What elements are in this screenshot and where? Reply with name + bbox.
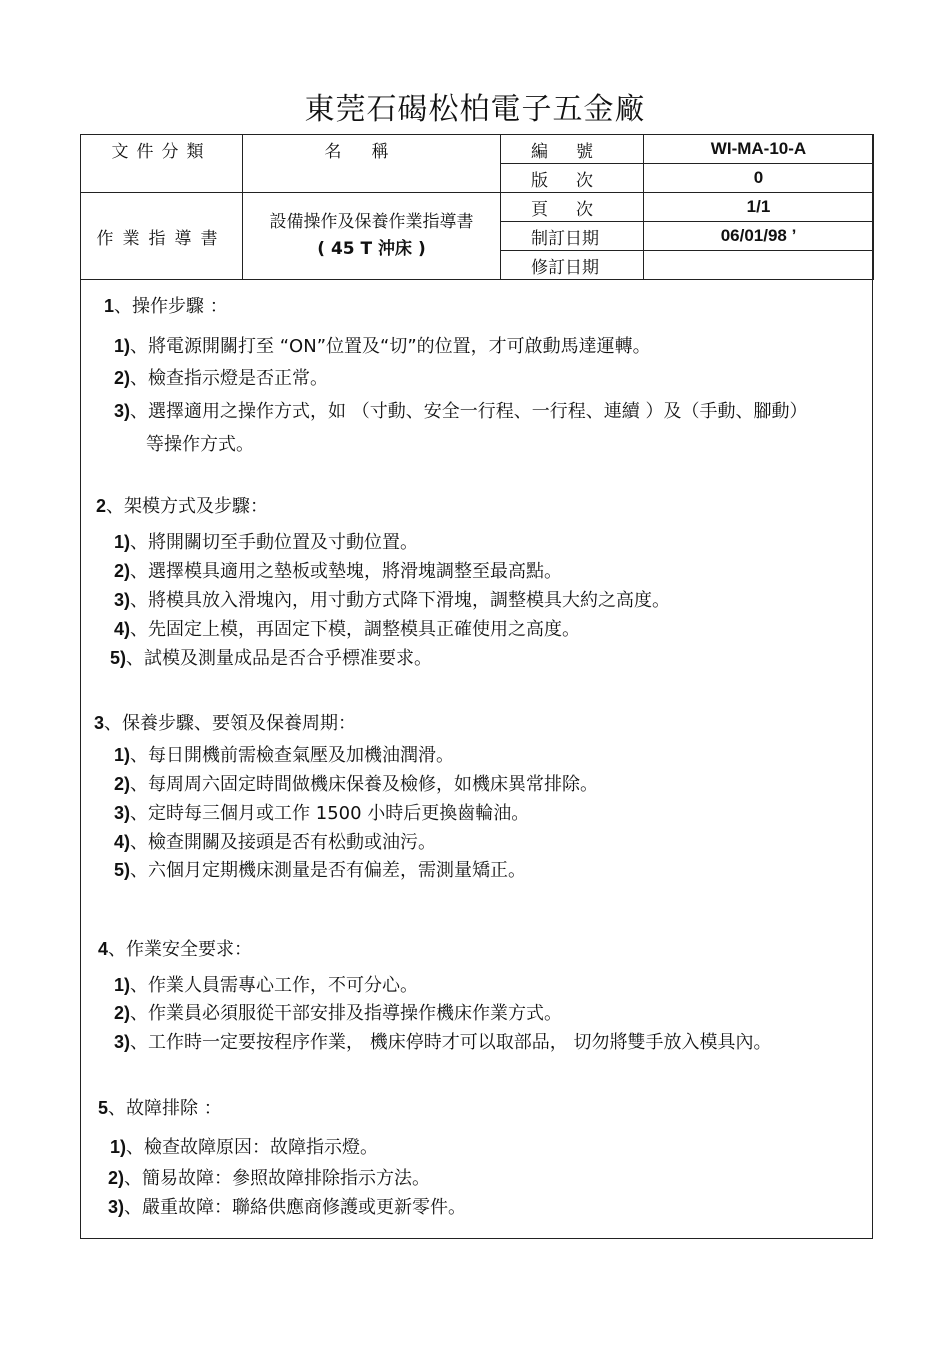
doc-category-value: 作業指導書	[81, 193, 243, 280]
list-item	[114, 397, 807, 423]
name-label: 名稱	[243, 135, 501, 193]
page-value: 1/1	[644, 193, 874, 222]
item-text: 、定時每三個月或工作 1500 小時后更換齒輪油。	[130, 803, 530, 824]
item-number: 3)	[114, 1032, 131, 1052]
item-number: 3)	[108, 1197, 125, 1217]
item-number: 5)	[114, 860, 131, 880]
item-number: 5)	[110, 648, 127, 668]
item-text: 、檢查指示燈是否正常。	[130, 368, 329, 389]
date-revised-label: 修訂日期	[501, 251, 644, 280]
section-number: 2	[96, 496, 107, 516]
section-3-heading	[94, 709, 356, 735]
section-number: 5	[98, 1098, 109, 1118]
list-item	[114, 999, 562, 1025]
date-made-label: 制訂日期	[501, 222, 644, 251]
list-item	[114, 828, 436, 854]
list-item	[114, 971, 418, 997]
page-label: 頁次	[501, 193, 644, 222]
item-text: 、每周周六固定時間做機床保養及檢修，如機床異常排除。	[130, 774, 599, 795]
company-title: 東莞石碣松柏電子五金廠	[304, 92, 646, 127]
date-made-value: 06/01/98 ’	[644, 222, 874, 251]
section-title: 、操作步驟 ：	[114, 296, 228, 317]
item-text: 、選擇適用之操作方式，如 （寸動、安全一行程、一行程、連續 ）及（手動、腳動）	[130, 401, 808, 422]
section-number: 3	[94, 713, 105, 733]
list-item	[114, 770, 598, 796]
list-item	[114, 557, 562, 583]
section-5-heading	[98, 1094, 222, 1120]
date-revised-value	[644, 251, 874, 280]
item-text: 、檢查開關及接頭是否有松動或油污。	[130, 832, 437, 853]
item-text: 、作業員必須服從干部安排及指導操作機床作業方式。	[130, 1003, 563, 1024]
item-number: 4)	[114, 619, 131, 639]
item-text: 、選擇模具適用之墊板或墊塊，將滑塊調整至最高點。	[130, 561, 563, 582]
item-number: 1)	[114, 532, 131, 552]
section-number: 1	[104, 296, 115, 316]
list-item	[114, 1028, 771, 1054]
section-title: 、保養步驟、要領及保養周期：	[104, 713, 357, 734]
item-number: 2)	[114, 368, 131, 388]
item-number: 1)	[114, 745, 131, 765]
section-title: 、架模方式及步驟：	[106, 496, 269, 517]
section-4-heading	[98, 935, 252, 961]
item-number: 3)	[114, 401, 131, 421]
list-item	[114, 586, 670, 612]
list-item	[114, 615, 580, 641]
list-item	[114, 799, 529, 825]
version-value: 0	[644, 164, 874, 193]
item-text: 、試模及測量成品是否合乎標准要求。	[126, 648, 433, 669]
item-text: 、將開關切至手動位置及寸動位置。	[130, 532, 419, 553]
item-text: 、作業人員需專心工作，不可分心。	[130, 975, 419, 996]
section-1-heading	[104, 292, 228, 318]
item-number: 2)	[114, 774, 131, 794]
item-text: 、每日開機前需檢查氣壓及加機油潤滑。	[130, 745, 455, 766]
list-item	[114, 856, 526, 882]
section-title: 、故障排除 ：	[108, 1098, 222, 1119]
item-number: 4)	[114, 832, 131, 852]
section-number: 4	[98, 939, 109, 959]
item-text: 、工作時一定要按程序作業， 機床停時才可以取部品， 切勿將雙手放入模具內。	[130, 1032, 772, 1053]
doc-name	[243, 193, 501, 280]
version-label: 版次	[501, 164, 644, 193]
section-2-heading	[96, 492, 268, 518]
item-number: 2)	[114, 561, 131, 581]
list-item	[108, 1193, 466, 1219]
doc-name-line2: ( 45 T 沖床 )	[317, 239, 426, 259]
item-text: 、先固定上模，再固定下模，調整模具正確使用之高度。	[130, 619, 581, 640]
number-label: 編號	[501, 135, 644, 164]
list-item	[114, 332, 651, 358]
item-text: 、將電源開關打至 “ON”位置及“切”的位置，才可啟動馬達運轉。	[130, 336, 651, 357]
item-number: 1)	[114, 975, 131, 995]
item-text: 、檢查故障原因：故障指示燈。	[126, 1137, 379, 1158]
item-text: 、簡易故障：參照故障排除指示方法。	[124, 1168, 431, 1189]
doc-name-line1: 設備操作及保養作業指導書	[269, 212, 474, 232]
list-item	[114, 741, 454, 767]
list-item	[108, 1164, 430, 1190]
item-number: 1)	[114, 336, 131, 356]
header-table	[80, 134, 874, 280]
item-number: 2)	[108, 1168, 125, 1188]
list-item	[110, 1133, 378, 1159]
item-number: 1)	[110, 1137, 127, 1157]
item-continuation: 等操作方式。	[146, 434, 254, 455]
item-number: 3)	[114, 803, 131, 823]
item-text: 、六個月定期機床測量是否有偏差，需測量矯正。	[130, 860, 527, 881]
item-number: 3)	[114, 590, 131, 610]
number-value: WI-MA-10-A	[644, 135, 874, 164]
list-item	[110, 644, 432, 670]
list-item	[114, 528, 418, 554]
item-text: 、將模具放入滑塊內，用寸動方式降下滑塊，調整模具大約之高度。	[130, 590, 671, 611]
section-title: 、作業安全要求：	[108, 939, 253, 960]
list-item	[114, 364, 328, 390]
doc-category-label: 文件分類	[81, 135, 243, 193]
item-number: 2)	[114, 1003, 131, 1023]
item-text: 、嚴重故障：聯絡供應商修護或更新零件。	[124, 1197, 467, 1218]
